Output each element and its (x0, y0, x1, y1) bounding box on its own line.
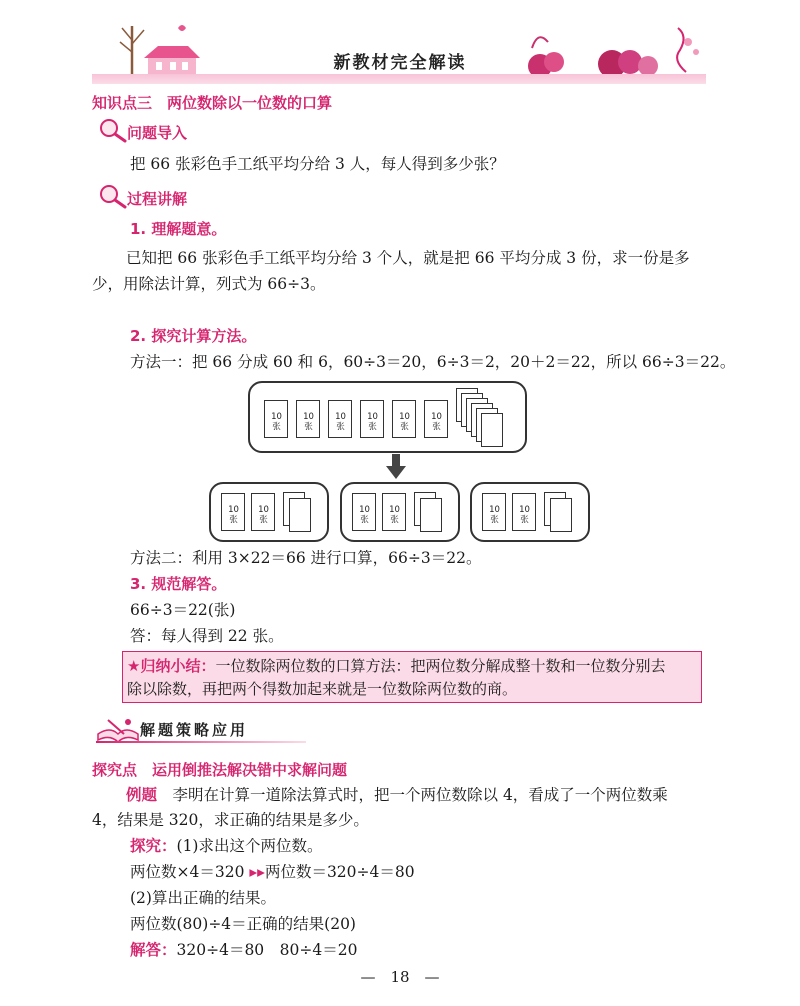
magnifier-icon (98, 183, 128, 209)
top-group-box (248, 381, 527, 453)
method2-text: 方法二：利用 3×22＝66 进行口算，66÷3＝22。 (130, 549, 482, 567)
step1-line2: 少，用除法计算，列式为 66÷3。 (92, 275, 326, 293)
stack-card: 10张 (360, 400, 384, 438)
stack-card: 10张 (328, 400, 352, 438)
sheet (550, 498, 572, 532)
magnifier-icon (98, 117, 128, 143)
stack-card: 10张 (512, 493, 536, 531)
bottom-group-box (209, 482, 329, 542)
step3-title: 3. 规范解答。 (130, 575, 227, 593)
step1-title: 1. 理解题意。 (130, 220, 227, 238)
summary-line2: 除以除数，再把两个得数加起来就是一位数除两位数的商。 (127, 680, 518, 698)
process-label: 过程讲解 (127, 190, 188, 208)
calc-1: 两位数×4＝320 ▸▸两位数＝320÷4＝80 (130, 863, 415, 881)
header-title: 新教材完全解读 (333, 53, 467, 73)
summary-box (122, 651, 702, 703)
bottom-group-box (470, 482, 590, 542)
example-label: 例题 (126, 786, 158, 804)
example-line1: 例题 李明在计算一道除法算式时，把一个两位数除以 4，看成了一个两位数乘 (126, 786, 668, 804)
double-arrow-icon: ▸▸ (244, 863, 265, 881)
sheet (420, 498, 442, 532)
book-icon (94, 716, 140, 744)
page-number: — 18 — (360, 968, 440, 986)
stack-card: 10张 (424, 400, 448, 438)
section-title: 知识点三 两位数除以一位数的口算 (92, 94, 333, 112)
bottom-group-box (340, 482, 460, 542)
inquiry-2: (2)算出正确的结果。 (130, 889, 276, 907)
strategy-title: 解题策略应用 (140, 721, 249, 739)
arrow-down-icon (386, 454, 406, 480)
summary-label: ★归纳小结： (127, 657, 216, 675)
stack-card: 10张 (482, 493, 506, 531)
calc-2: 两位数(80)÷4＝正确的结果(20) (130, 915, 356, 933)
example-line2: 4，结果是 320，求正确的结果是多少。 (92, 811, 369, 829)
solution-label: 解答： (130, 941, 177, 959)
stack-card: 10张 (251, 493, 275, 531)
header-band (92, 74, 706, 84)
sheet (481, 413, 503, 447)
answer-text: 答：每人得到 22 张。 (130, 627, 284, 645)
strategy-underline (96, 741, 306, 743)
stack-card: 10张 (296, 400, 320, 438)
stack-card: 10张 (221, 493, 245, 531)
stack-card: 10张 (264, 400, 288, 438)
method1-text: 方法一：把 66 分成 60 和 6，60÷3＝20，6÷3＝2，20＋2＝22，所以 66÷3＝22。 (130, 353, 736, 371)
stack-card: 10张 (382, 493, 406, 531)
answer-calc: 66÷3＝22(张) (130, 601, 236, 619)
step2-title: 2. 探究计算方法。 (130, 327, 257, 345)
stack-card: 10张 (352, 493, 376, 531)
inquiry-label: 探究： (130, 837, 177, 855)
stack-card: 10张 (392, 400, 416, 438)
inquiry-line: 探究：(1)求出这个两位数。 (130, 837, 323, 855)
sheet (289, 498, 311, 532)
explore-title: 探究点 运用倒推法解决错中求解问题 (92, 761, 348, 779)
step1-line1: 已知把 66 张彩色手工纸平均分给 3 个人，就是把 66 平均分成 3 份，求一份是多 (126, 249, 690, 267)
intro-question: 把 66 张彩色手工纸平均分给 3 人，每人得到多少张？ (130, 155, 505, 173)
summary-line1: ★归纳小结：一位数除两位数的口算方法：把两位数分解成整十数和一位数分别去 (127, 657, 666, 675)
intro-label: 问题导入 (127, 124, 188, 142)
solution-line: 解答：320÷4＝80 80÷4＝20 (130, 941, 358, 959)
